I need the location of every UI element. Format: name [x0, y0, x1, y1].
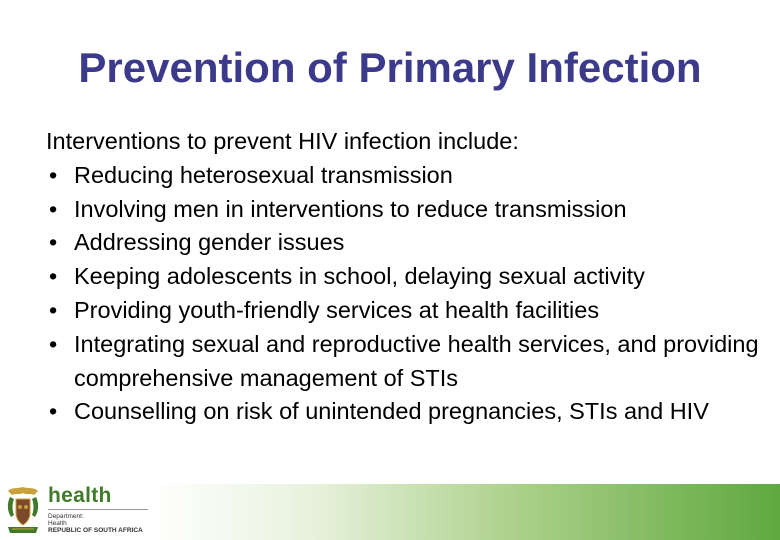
logo-department-label: Department:	[48, 513, 84, 520]
bullet-icon: •	[49, 330, 58, 357]
list-item	[46, 226, 766, 260]
list-item-text: Providing youth-friendly services at health facilities	[74, 296, 600, 323]
list-item-text: Integrating sexual and reproductive health services, and providing comprehensive management of STIs	[74, 330, 759, 391]
logo-wordmark: health	[48, 484, 112, 507]
bullet-list	[46, 159, 766, 429]
list-item-text: Keeping adolescents in school, delaying sexual activity	[74, 263, 645, 290]
list-item	[46, 159, 766, 193]
list-item-text: Addressing gender issues	[74, 229, 345, 256]
bullet-icon: •	[49, 229, 58, 256]
list-item-text: Counselling on risk of unintended pregnancies, STIs and HIV	[74, 398, 709, 425]
bullet-icon: •	[49, 195, 58, 222]
slide-body	[46, 125, 766, 429]
slide-title: Prevention of Primary Infection	[78, 44, 702, 91]
list-item	[46, 193, 766, 227]
bullet-icon: •	[49, 263, 58, 290]
list-item	[46, 294, 766, 328]
logo-divider	[48, 509, 148, 510]
list-item-text: Involving men in interventions to reduce transmission	[74, 195, 627, 222]
coat-of-arms-icon	[2, 483, 44, 539]
footer-gradient-band	[150, 484, 780, 540]
list-item	[46, 260, 766, 294]
bullet-icon: •	[49, 398, 58, 425]
health-department-logo	[2, 483, 152, 539]
logo-health-label: Health	[48, 520, 67, 527]
logo-country-label: REPUBLIC OF SOUTH AFRICA	[48, 527, 143, 534]
bullet-icon: •	[49, 161, 58, 188]
list-item-text: Reducing heterosexual transmission	[74, 161, 453, 188]
list-item	[46, 395, 766, 429]
list-item	[46, 328, 766, 396]
intro-text: Interventions to prevent HIV infection include:	[46, 128, 519, 154]
bullet-icon: •	[49, 296, 58, 323]
